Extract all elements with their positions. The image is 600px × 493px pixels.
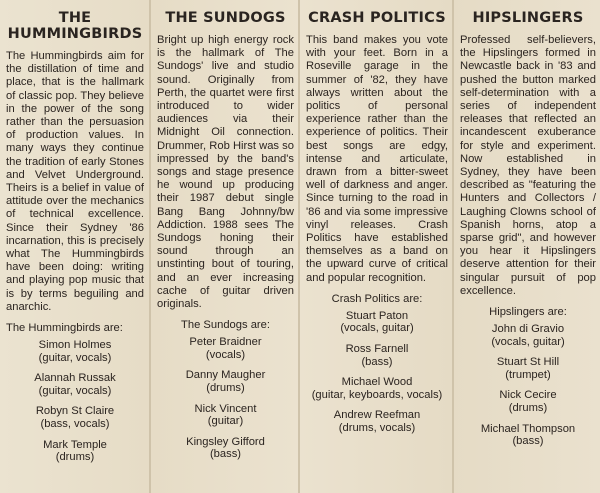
member-entry bbox=[460, 389, 596, 414]
member-entry bbox=[306, 343, 448, 368]
member-name: Alannah Russak bbox=[34, 372, 116, 385]
member-name: Andrew Reefman bbox=[333, 409, 421, 422]
member-role: (bass) bbox=[512, 435, 544, 448]
member-name: Mark Temple bbox=[43, 438, 107, 451]
member-role: (bass, vocals) bbox=[40, 418, 110, 431]
member-name: Kingsley Gifford bbox=[186, 435, 265, 448]
band-bio: The Hummingbirds aim for the distillation of time and place, that is the hallmark of classic pop. They believe in the power of the song rather than the persuasion of production values. In many ways they continue the tradition of early Stones and Velvet Underground. Theirs is a belief in value of attitude over the mechanics of technical excellence. Since their Sydney '86 incarnation, this is precisely what The Hummingbirds have been doing: writing and playing pop music that is by terms beguiling and anarchic. bbox=[6, 50, 144, 313]
member-name: Simon Holmes bbox=[38, 339, 112, 352]
member-role: (vocals) bbox=[205, 348, 246, 361]
member-role: (guitar) bbox=[207, 415, 244, 428]
band-title-line1: THE bbox=[58, 10, 92, 26]
member-name: Robyn St Claire bbox=[35, 405, 115, 418]
member-entry bbox=[6, 372, 144, 397]
band-title: CRASH POLITICS bbox=[308, 10, 446, 26]
member-entry bbox=[306, 376, 448, 401]
member-role: (guitar, vocals) bbox=[38, 384, 112, 397]
member-entry bbox=[460, 423, 596, 448]
member-role: (bass) bbox=[361, 355, 393, 368]
member-name: Ross Farnell bbox=[345, 343, 409, 356]
member-name: Michael Wood bbox=[341, 376, 413, 389]
member-name: Nick Cecire bbox=[499, 389, 557, 402]
member-name: Nick Vincent bbox=[194, 402, 257, 415]
member-entry bbox=[306, 409, 448, 434]
member-entry bbox=[157, 336, 294, 361]
member-role: (guitar, vocals) bbox=[38, 351, 112, 364]
column-hummingbirds bbox=[0, 4, 148, 493]
member-name: Danny Maugher bbox=[185, 369, 266, 382]
member-role: (bass) bbox=[209, 448, 242, 461]
band-bio: Professed self-believers, the Hipslingers formed in Newcastle back in '83 and pushed the button marked self-determination with a series of independent releases that reflected an incandescent exuberance for style and experiment. Now established in Sydney, they have been described as "featuring the Hunters and Collectors / Laughing Clowns school of Spanish horns, atop a sparse grid", and however you hear it Hipslingers deserve attention for their singular pursuit of pop excellence. bbox=[460, 34, 596, 297]
column-sundogs bbox=[151, 4, 298, 493]
member-role: (drums, vocals) bbox=[338, 422, 416, 435]
member-entry bbox=[306, 310, 448, 335]
member-role: (trumpet) bbox=[505, 368, 551, 381]
column-crash-politics bbox=[300, 4, 452, 493]
member-entry bbox=[6, 405, 144, 430]
member-name: John di Gravio bbox=[491, 323, 565, 336]
members-heading: Hipslingers are: bbox=[489, 306, 567, 319]
member-role: (vocals, guitar) bbox=[491, 335, 565, 348]
member-entry bbox=[157, 369, 294, 394]
member-role: (drums) bbox=[508, 402, 548, 415]
member-entry bbox=[460, 323, 596, 348]
column-hipslingers bbox=[454, 4, 600, 493]
members-heading: Crash Politics are: bbox=[331, 292, 423, 305]
band-bio: Bright up high energy rock is the hallmark of The Sundogs' live and studio sound. Originally from Perth, the quartet were first introduced to wider audiences via their Midnight Oil connection. Drummer, Rob Hirst was so impressed by the band's songs and stage presence he wound up producing their 1987 debut single Bang Bang Johnny/bw Addiction. 1988 sees The Sundogs honing their sound through an unstinting bout of touring, and an ever increasing cache of guitar driven originals. bbox=[157, 34, 294, 311]
member-name: Stuart Paton bbox=[345, 309, 409, 322]
member-entry bbox=[157, 436, 294, 461]
band-title-line2: HUMMINGBIRDS bbox=[7, 26, 143, 42]
member-name: Stuart St Hill bbox=[496, 356, 560, 369]
band-title: THE SUNDOGS bbox=[165, 10, 286, 26]
member-entry bbox=[6, 339, 144, 364]
member-entry bbox=[157, 403, 294, 428]
member-entry bbox=[460, 356, 596, 381]
member-role: (vocals, guitar) bbox=[340, 322, 414, 335]
members-heading: The Hummingbirds are: bbox=[6, 322, 123, 335]
member-role: (drums) bbox=[206, 382, 245, 395]
members-heading: The Sundogs are: bbox=[181, 319, 270, 332]
band-bio: This band makes you vote with your feet. Born in a Roseville garage in the summer of '82, they have always written about the politics of personal experience rather than the experience of politics. Their best songs are edgy, intense and articulate, drawn from a bitter-sweet well of darkness and anger. Since turning to the road in '86 and via some impressive vinyl releases. Crash Politics have established themselves as a band on the upward curve of critical and popular recognition. bbox=[306, 34, 448, 284]
member-role: (drums) bbox=[55, 451, 95, 464]
member-name: Michael Thompson bbox=[480, 422, 576, 435]
member-name: Peter Braidner bbox=[189, 336, 262, 349]
band-title: HIPSLINGERS bbox=[472, 10, 584, 26]
member-entry bbox=[6, 439, 144, 464]
member-role: (guitar, keyboards, vocals) bbox=[311, 388, 443, 401]
band-title bbox=[6, 10, 144, 42]
